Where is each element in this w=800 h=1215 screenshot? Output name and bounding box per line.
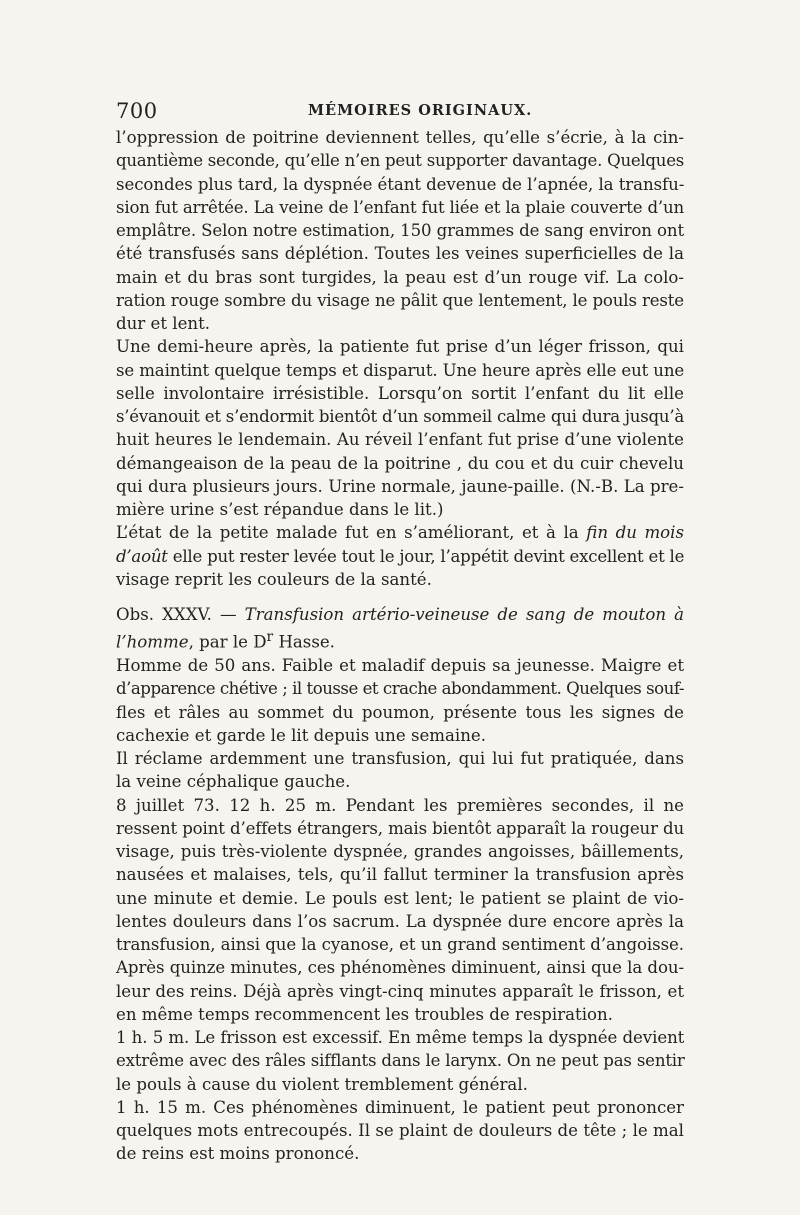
text-line: leur des reins. Déjà après vingt-cinq minutes apparaît le frisson, et: [116, 981, 684, 1001]
text-line: de reins est moins prononcé.: [116, 1144, 360, 1164]
text-line: visage, puis très-violente dyspnée, grandes angoisses, bâillements,: [116, 842, 684, 862]
text-line: Il réclame ardemment une transfusion, qui lui fut pratiquée, dans: [116, 749, 684, 769]
paragraph-6: [116, 794, 684, 1027]
italic-run: fin du mois: [586, 523, 684, 543]
text-line: sion fut arrêtée. La veine de l’enfant fut liée et la plaie couverte d’un: [116, 197, 684, 217]
text-line: qui dura plusieurs jours. Urine normale, jaune-paille. (N.-B. La pre-: [116, 476, 684, 496]
text-line: une minute et demie. Le pouls est lent; le patient se plaint de vio-: [116, 888, 684, 908]
text-line: la veine céphalique gauche.: [116, 772, 351, 792]
text-line: Une demi-heure après, la patiente fut prise d’un léger frisson, qui: [116, 337, 684, 357]
text-line: lentes douleurs dans l’os sacrum. La dyspnée dure encore après la: [116, 911, 684, 931]
text-line: fles et râles au sommet du poumon, présente tous les signes de: [116, 702, 684, 722]
text-line: quelques mots entrecoupés. Il se plaint de douleurs de tête ; le mal: [116, 1121, 684, 1141]
text-line: d’apparence chétive ; il tousse et crache abondamment. Quelques souf-: [116, 679, 684, 699]
paragraph-5: [116, 747, 684, 794]
text-line: nausées et malaises, tels, qu’il fallut terminer la transfusion après: [116, 865, 684, 885]
text-line: huit heures le lendemain. Au réveil l’enfant fut prise d’une violente: [116, 430, 684, 450]
page-header: [116, 96, 684, 126]
text-line: [116, 545, 684, 568]
paragraph-3: [116, 521, 684, 591]
text-line: visage reprit les couleurs de la santé.: [116, 569, 432, 589]
text-line: extrême avec des râles sifflants dans le larynx. On ne peut pas sentir: [116, 1051, 685, 1071]
text-line: cachexie et garde le lit depuis une semaine.: [116, 725, 487, 745]
text-line: le pouls à cause du violent tremblement général.: [116, 1074, 528, 1094]
text-line: mière urine s’est répandue dans le lit.): [116, 500, 444, 519]
paragraph-2: [116, 335, 684, 521]
text-run: , par le D: [188, 632, 267, 652]
italic-run: d’août: [116, 546, 168, 566]
paragraph-1: [116, 126, 684, 335]
text-line: main et du bras sont turgides, la peau est d’un rouge vif. La colo-: [116, 267, 684, 287]
text-line: transfusion, ainsi que la cyanose, et un grand sentiment d’angoisse.: [116, 935, 684, 955]
text-line: 8 juillet 73. 12 h. 25 m. Pendant les premières secondes, il ne: [116, 795, 684, 815]
text-line: Homme de 50 ans. Faible et maladif depuis sa jeunesse. Maigre et: [116, 656, 684, 676]
text-line: s’évanouit et s’endormit bientôt d’un sommeil calme qui dura jusqu’à: [116, 407, 684, 426]
observation-title: Transfusion artério-veineuse de sang de mouton à: [244, 605, 684, 624]
text-line: démangeaison de la peau de la poitrine , du cou et du cuir chevelu: [116, 453, 684, 473]
text-line: selle involontaire irrésistible. Lorsqu’on sortit l’enfant du lit elle: [116, 383, 684, 403]
observation-title-end: l’homme: [116, 632, 189, 652]
text-run: L’état de la petite malade fut en s’améliorant, et à la: [116, 523, 587, 543]
text-line: dur et lent.: [116, 314, 211, 333]
text-line: 1 h. 15 m. Ces phénomènes diminuent, le patient peut prononcer: [116, 1097, 684, 1117]
superscript: r: [266, 629, 274, 646]
text-line: 1 h. 5 m. Le frisson est excessif. En même temps la dyspnée devient: [116, 1028, 685, 1048]
text-line: [116, 521, 684, 544]
observation-heading: [116, 603, 684, 654]
text-run: elle put rester levée tout le jour, l’appétit devint excellent et le: [167, 546, 685, 566]
running-title: MÉMOIRES ORIGINAUX.: [308, 102, 533, 119]
book-page: [116, 96, 684, 1166]
text-line: [116, 603, 684, 626]
text-line: secondes plus tard, la dyspnée étant devenue de l’apnée, la transfu-: [116, 174, 685, 194]
text-line: été transfusés sans déplétion. Toutes les veines superficielles de la: [116, 244, 684, 264]
text-line: quantième seconde, qu’elle n’en peut supporter davantage. Quelques: [116, 151, 684, 171]
page-body: [116, 126, 684, 1166]
text-line: emplâtre. Selon notre estimation, 150 grammes de sang environ ont: [116, 221, 684, 240]
text-line: en même temps recommencent les troubles de respiration.: [116, 1004, 613, 1024]
text-line: l’oppression de poitrine deviennent telles, qu’elle s’écrie, à la cin-: [116, 128, 684, 147]
text-line: se maintint quelque temps et disparut. Une heure après elle eut une: [116, 360, 685, 380]
paragraph-4: [116, 654, 684, 747]
page-number: 700: [116, 99, 158, 123]
text-line: Après quinze minutes, ces phénomènes diminuent, ainsi que la dou-: [116, 958, 684, 978]
text-line: ration rouge sombre du visage ne pâlit que lentement, le pouls reste: [116, 290, 684, 310]
author-name: Hasse.: [273, 632, 335, 652]
paragraph-8: [116, 1096, 684, 1166]
paragraph-7: [116, 1026, 684, 1096]
text-line: [116, 626, 684, 654]
text-line: ressent point d’effets étrangers, mais bientôt apparaît la rougeur du: [116, 818, 685, 838]
observation-label: Obs. XXXV. —: [116, 605, 245, 624]
